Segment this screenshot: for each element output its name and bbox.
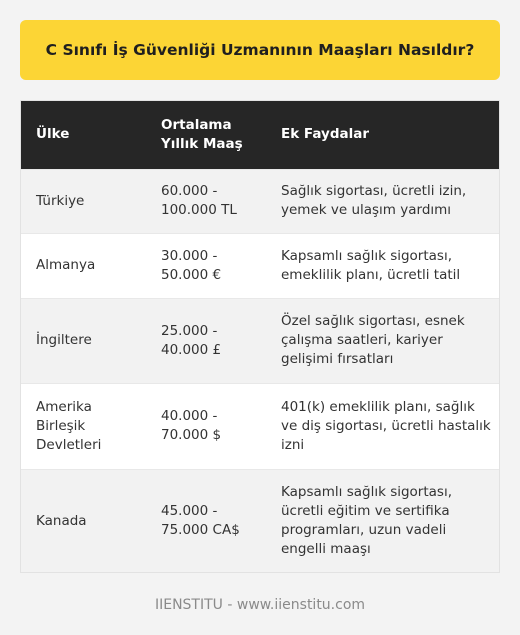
column-header-benefits: Ek Faydalar	[281, 126, 369, 143]
table-row	[21, 233, 499, 298]
salary-cell: 25.000 - 40.000 £	[146, 298, 266, 383]
salary-cell: 60.000 - 100.000 TL	[146, 169, 266, 233]
salary-cell: 40.000 - 70.000 $	[146, 383, 266, 469]
country-cell: İngiltere	[21, 298, 146, 383]
benefits-cell: Kapsamlı sağlık sigortası, ücretli eğitim ve sertifika programları, uzun vadeli engelli maaşı	[266, 469, 499, 573]
table-header-row	[21, 101, 499, 169]
benefits-cell: Kapsamlı sağlık sigortası, emeklilik planı, ücretli tatil	[266, 233, 499, 298]
benefits-cell: Sağlık sigortası, ücretli izin, yemek ve ulaşım yardımı	[266, 169, 499, 233]
country-cell: Almanya	[21, 233, 146, 298]
salary-table-container	[20, 100, 500, 573]
salary-table	[21, 101, 499, 573]
table-row	[21, 383, 499, 469]
country-cell: Amerika Birleşik Devletleri	[21, 383, 146, 469]
country-cell: Türkiye	[21, 169, 146, 233]
table-row	[21, 298, 499, 383]
benefits-cell: 401(k) emeklilik planı, sağlık ve diş sigortası, ücretli hastalık izni	[266, 383, 499, 469]
column-header-country: Ülke	[36, 126, 70, 143]
salary-cell: 30.000 - 50.000 €	[146, 233, 266, 298]
footer-credit: IIENSTITU - www.iienstitu.com	[154, 597, 366, 613]
salary-cell: 45.000 - 75.000 CA$	[146, 469, 266, 573]
benefits-cell: Özel sağlık sigortası, esnek çalışma saatleri, kariyer gelişimi fırsatları	[266, 298, 499, 383]
page-title: C Sınıfı İş Güvenliği Uzmanının Maaşları Nasıldır?	[45, 41, 475, 59]
table-row	[21, 169, 499, 233]
title-banner	[20, 20, 500, 80]
column-header-salary: Ortalama Yıllık Maaş	[161, 116, 243, 152]
table-row	[21, 469, 499, 573]
country-cell: Kanada	[21, 469, 146, 573]
